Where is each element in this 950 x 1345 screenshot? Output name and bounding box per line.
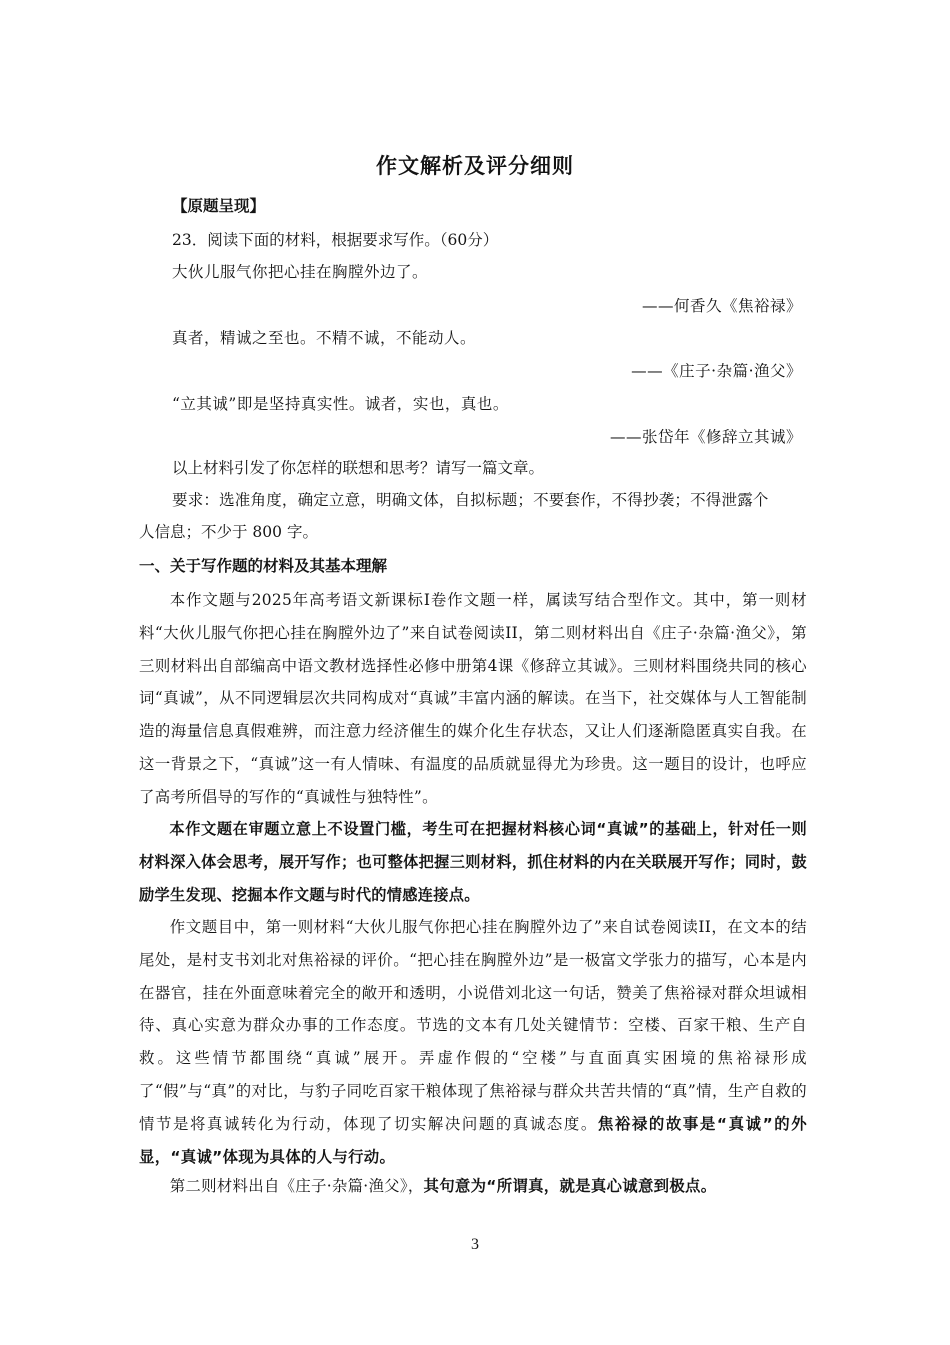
analysis-paragraph-3-normal: 作文题目中，第一则材料“大伙儿服气你把心挂在胸膛外边了”来自试卷阅读II，在文本的结尾处，是村支书刘北对焦裕禄的评价。“把心挂在胸膛外边”是一极富文学张力的描写，心本是内在器官，挂在外面意味着完全的敞开和透明，小说借刘北这一句话，赞美了焦裕禄对群众坦诚相待、真心实意为群众办事的工作态度。节选的文本有几处关键情节：空楼、百家干粮、生产自救。这些情节都围绕“真诚”展开。弄虚作假的“空楼”与直面真实困境的焦裕禄形成了“假”与“真”的对比，与豹子同吃百家干粮体现了焦裕禄与群众共苦共情的“真”情，生产自救的情节是将真诚转化为行动，体现了切实解决问题的真诚态度。: [139, 918, 807, 1133]
material-2-source: ——《庄子·杂篇·渔父》: [631, 362, 802, 380]
page-number: 3: [471, 1236, 479, 1253]
writing-prompt: 以上材料引发了你怎样的联想和思考？请写一篇文章。: [172, 459, 545, 477]
section-one-heading: 一、关于写作题的材料及其基本理解: [139, 557, 388, 575]
analysis-paragraph-4-normal: 第二则材料出自《庄子·杂篇·渔父》，: [169, 1177, 424, 1195]
analysis-paragraph-2: 本作文题在审题立意上不设置门槛，考生可在把握材料核心词“真诚”的基础上，针对任一则材料深入体会思考，展开写作；也可整体把握三则材料，抓住材料的内在关联展开写作；同时，鼓励学生发现、挖掘本作文题与时代的情感连接点。: [139, 820, 807, 904]
material-2-text: 真者，精诚之至也。不精不诚，不能动人。: [172, 329, 477, 347]
analysis-paragraph-3: [139, 911, 807, 1173]
analysis-paragraph-3-bold: 焦裕禄的故事是“真诚”的外显，“真诚”体现为具体的人与行动。: [139, 1114, 807, 1166]
material-3-text: “立其诚”即是坚持真实性。诚者，实也，真也。: [172, 395, 509, 413]
analysis-paragraph-4-bold: 其句意为“所谓真，就是真心诚意到极点。: [423, 1177, 717, 1195]
question-line: 23．阅读下面的材料，根据要求写作。（60分）: [172, 231, 499, 249]
material-1-text: 大伙儿服气你把心挂在胸膛外边了。: [172, 263, 429, 281]
page-title: 作文解析及评分细则: [376, 154, 574, 178]
section-original-label: 【原题呈现】: [172, 197, 266, 215]
material-1-source: ——何香久《焦裕禄》: [641, 297, 802, 315]
analysis-paragraph-1: 本作文题与2025年高考语文新课标Ⅰ卷作文题一样，属读写结合型作文。其中，第一则材料“大伙儿服气你把心挂在胸膛外边了”来自试卷阅读II，第二则材料出自《庄子·杂篇·渔父》，第三则材料出自部编高中语文教材选择性必修中册第4课《修辞立其诚》。三则材料围绕共同的核心词“真诚”，从不同逻辑层次共同构成对“真诚”丰富内涵的解读。在当下，社交媒体与人工智能制造的海量信息真假难辨，而注意力经济催生的媒介化生存状态，又让人们逐渐隐匿真实自我。在这一背景之下，“真诚”这一有人情味、有温度的品质就显得尤为珍贵。这一题目的设计，也呼应了高考所倡导的写作的“真诚性与独特性”。: [139, 591, 807, 806]
analysis-paragraph-4: [139, 1170, 807, 1203]
requirements-line-2: 人信息；不少于 800 字。: [139, 523, 318, 541]
material-3-source: ——张岱年《修辞立其诚》: [609, 428, 802, 446]
requirements-line-1: 要求：选准角度，确定立意，明确文体，自拟标题；不要套作，不得抄袭；不得泄露个: [172, 491, 769, 509]
